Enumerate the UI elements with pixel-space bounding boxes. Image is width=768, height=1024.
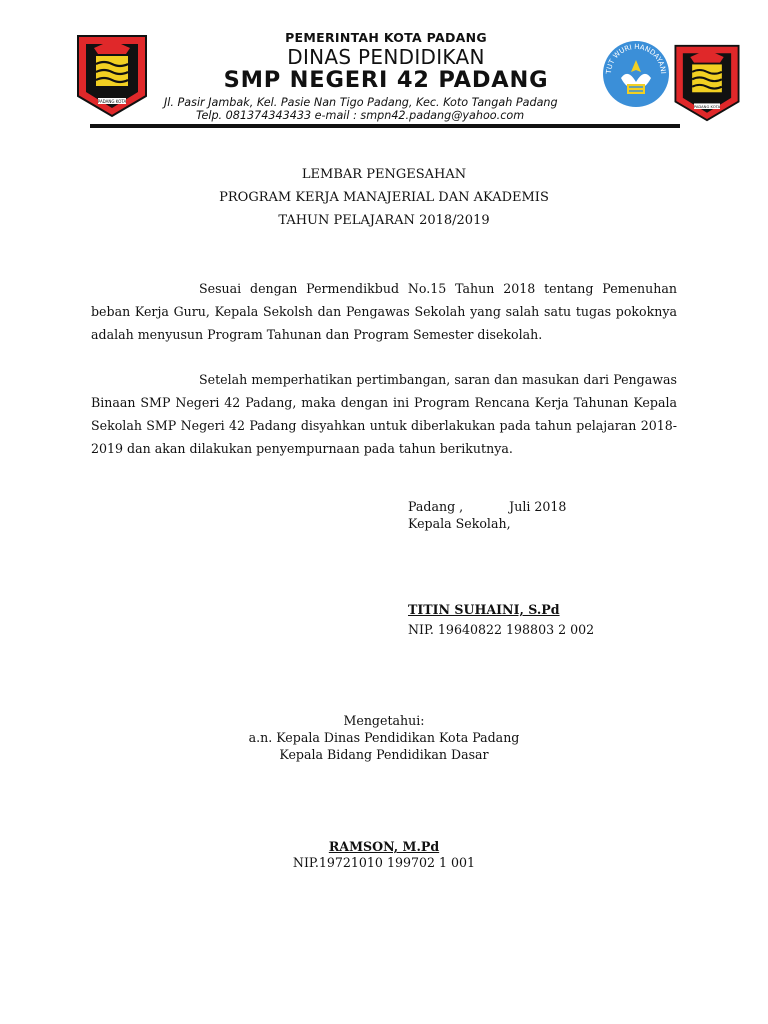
acknowledged-label: Mengetahui: [343, 713, 425, 728]
place: Padang , [408, 499, 464, 514]
padang-seal-icon [76, 34, 148, 118]
school-contact: Telp. 081374343433 e-mail : smpn42.padang@yahoo.com [196, 109, 525, 122]
tut-wuri-handayani-icon [601, 38, 671, 108]
padang-city-seal-right [672, 44, 742, 122]
date: Juli 2018 [509, 499, 567, 514]
place-date [408, 499, 566, 514]
svg-text:PADANG KOTA: PADANG KOTA [693, 105, 721, 110]
document-subtitle: PROGRAM KERJA MANAJERIAL DAN AKADEMIS [219, 190, 549, 205]
svg-text:TUT WURI HANDAYANI: TUT WURI HANDAYANI [604, 42, 668, 75]
government-name: PEMERINTAH KOTA PADANG [285, 30, 487, 45]
padang-city-seal-left [76, 34, 148, 118]
division-head-nip: NIP.19721010 199702 1 001 [292, 855, 476, 870]
paragraph-regulation: Sesuai dengan Permendikbud No.15 Tahun 2018 tentang Pemenuhan beban Kerja Guru, Kepala Sekolsh dan Pengawas Sekolah yang salah satu tugas pokoknya adalah menyusun Program Tahunan dan Program Semester disekolah. [91, 281, 677, 342]
division-head-name: RAMSON, M.Pd [328, 839, 440, 854]
on-behalf-of: a.n. Kepala Dinas Pendidikan Kota Padang [248, 730, 520, 745]
principal-name: TITIN SUHAINI, S.Pd [408, 602, 560, 617]
tut-wuri-handayani-logo [601, 38, 671, 108]
document-title: LEMBAR PENGESAHAN [301, 167, 467, 182]
padang-seal-icon [672, 44, 742, 122]
paragraph-approval: Setelah memperhatikan pertimbangan, saran dan masukan dari Pengawas Binaan SMP Negeri 42 Padang, maka dengan ini Program Rencana Kerja Tahunan Kepala Sekolah SMP Negeri 42 Padang disyahkan untuk diberlakukan pada tahun pelajaran 2018-2019 dan akan dilakukan penyempurnaan pada tahun berikutnya. [91, 372, 677, 456]
school-name: SMP NEGERI 42 PADANG [223, 67, 549, 93]
department-name: DINAS PENDIDIKAN [287, 45, 485, 69]
principal-nip: NIP. 19640822 198803 2 002 [408, 622, 595, 637]
svg-text:PADANG KOTA: PADANG KOTA [97, 99, 127, 104]
letterhead-divider [90, 124, 680, 128]
academic-year: TAHUN PELAJARAN 2018/2019 [278, 213, 490, 228]
principal-role: Kepala Sekolah, [408, 516, 511, 531]
school-address: Jl. Pasir Jambak, Kel. Pasie Nan Tigo Padang, Kec. Koto Tangah Padang [164, 96, 558, 109]
division-head-role: Kepala Bidang Pendidikan Dasar [279, 747, 489, 762]
